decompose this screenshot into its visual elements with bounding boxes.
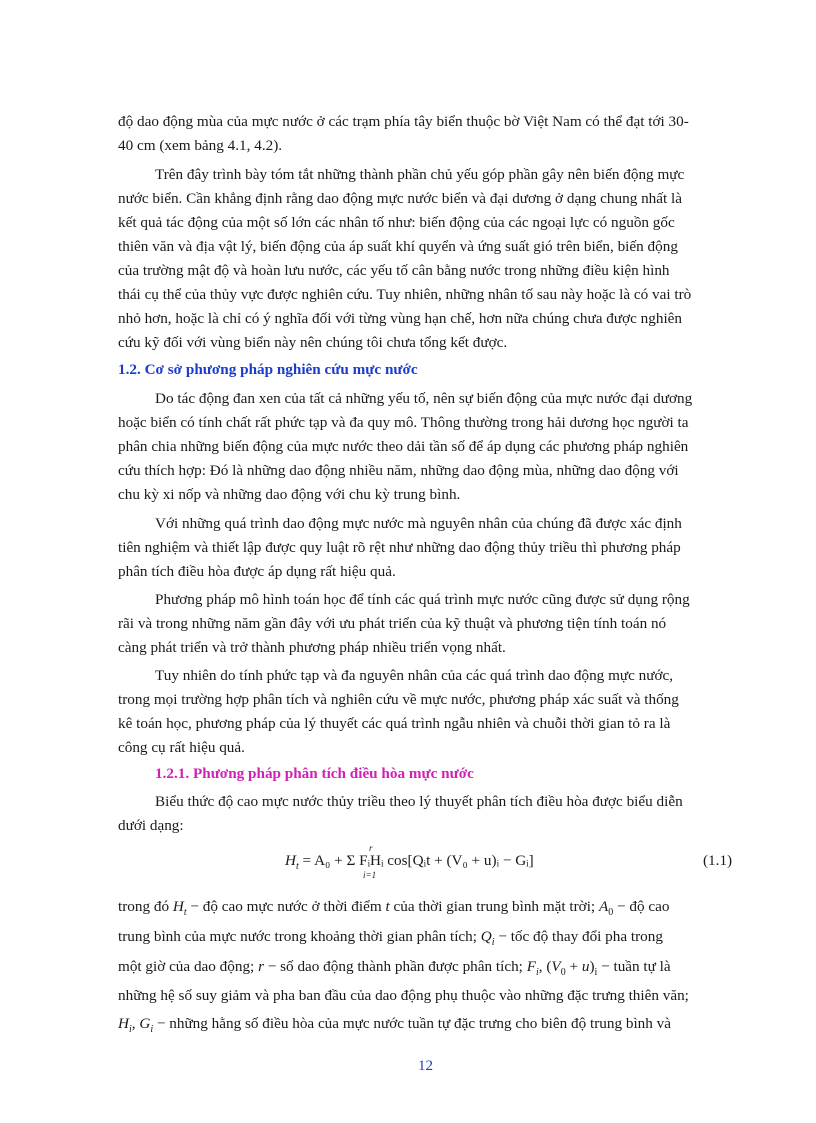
paragraph-line: của trường mật độ và hoàn lưu nước, các yếu tố cân bằng nước trong những điều kiện hình — [118, 262, 670, 279]
section-heading: 1.2. Cơ sở phương pháp nghiên cứu mực nước — [118, 361, 418, 378]
math-symbol: $G_i$ — [139, 1015, 154, 1036]
paragraph-line: rãi và trong những năm gần đây với ưu phát triển của kỹ thuật và phương tiện tính toán nó — [118, 615, 667, 632]
paragraph-line: thái cụ thể của thủy vực được nghiên cứu. Tuy nhiên, những nhân tố sau này hoặc là có vai trò — [118, 286, 692, 303]
paragraph-line: trong đó $H_t$ − độ cao mực nước ở thời điểm t của thời gian trung bình mặt trời; $A_0$ − độ cao — [118, 898, 670, 919]
paragraph-line: Phương pháp mô hình toán học để tính các quá trình mực nước cũng được sử dụng rộng — [155, 591, 690, 608]
paragraph-line: hoặc biển có tính chất rất phức tạp và đa quy mô. Thông thường trong hải dương học người ta — [118, 414, 689, 431]
text-fragment: − tuần tự là — [597, 958, 671, 975]
paragraph-line — [118, 928, 663, 952]
math-symbol: $Q_i$ — [480, 928, 495, 949]
text-fragment: − độ cao mực nước ở thời điểm — [186, 898, 386, 915]
math-symbol: t — [385, 898, 390, 915]
paragraph-line: chu kỳ xi nốp và những dao động với chu kỳ trung bình. — [118, 486, 461, 503]
equation-body: = A₀ + Σ FᵢHᵢ cos[Qᵢt + (V₀ + u)ᵢ − Gᵢ] — [302, 852, 534, 869]
equation-number: (1.1) — [703, 852, 733, 869]
text-fragment: trong đó — [118, 898, 173, 915]
paragraph-line: công cụ rất hiệu quả. — [118, 739, 245, 756]
paragraph-line: dưới dạng: — [118, 817, 184, 834]
text-fragment: − độ cao — [613, 898, 670, 915]
paragraph-line: kết quả tác động của một số lớn các nhân tố như: biến động của các ngoại lực có nguồn gốc — [118, 214, 675, 231]
paragraph-line: phân chia những biến động của mực nước theo dải tần số để áp dụng các phương pháp nghiên — [118, 438, 689, 455]
page-number: 12 — [418, 1058, 433, 1074]
paragraph-line: Biểu thức độ cao mực nước thủy triều theo lý thuyết phân tích điều hòa được biểu diễn — [155, 793, 683, 810]
text-fragment: − tốc độ thay đổi pha trong — [494, 928, 663, 945]
math-symbol: A — [598, 898, 609, 915]
text-fragment: một giờ của dao động; — [118, 958, 259, 975]
text-fragment: − số dao động thành phần được phân tích; — [263, 958, 527, 975]
paragraph-line: tiên nghiệm và thiết lập được quy luật rõ rệt như những dao động thủy triều thì phương pháp — [118, 539, 681, 556]
math-symbol: $F_i$ — [526, 958, 539, 979]
subsection-heading: 1.2.1. Phương pháp phân tích điều hòa mực nước — [155, 765, 474, 782]
paragraph-line: Trên đây trình bày tóm tắt những thành phần chủ yếu góp phần gây nên biến động mực — [155, 166, 685, 183]
math-symbol: r — [258, 958, 264, 975]
paragraph-line: cứu kỹ đối với vùng biển này nên chúng tôi chưa tổng kết được. — [118, 334, 508, 351]
paragraph-line: $H_i$, $G_i$ − những hằng số điều hòa của mực nước tuần tự đặc trưng cho biên độ trung bình và — [118, 1015, 671, 1036]
paragraph-line: thiên văn và địa vật lý, biến động của áp suất khí quyển và ứng suất gió trên biển, biến động — [118, 238, 678, 255]
sum-upper-limit: r — [369, 843, 373, 853]
text-fragment: trung bình của mực nước trong khoảng thời gian phân tích; — [118, 928, 481, 945]
paragraph-line: 40 cm (xem bảng 4.1, 4.2). — [118, 137, 283, 154]
equation-lhs-subscript: t — [295, 861, 299, 873]
paragraph-line: cứu thích hợp: Đó là những dao động nhiều năm, những dao động mùa, những dao động với — [118, 462, 679, 479]
paragraph-line: nhỏ hơn, hoặc là chỉ có ý nghĩa đối với từng vùng hạn chế, hơn nữa chúng chưa được nghiên — [118, 310, 682, 327]
text-fragment: − những hằng số điều hòa của mực nước tuần tự đặc trưng cho biên độ trung bình và — [153, 1015, 671, 1032]
paragraph-line: một giờ của dao động; r − số dao động thành phần được phân tích; $F_i$, $(V_0 + u)_i$ − tuần tự là — [118, 958, 671, 979]
paragraph-line: Tuy nhiên do tính phức tạp và đa nguyên nhân của các quá trình dao động mực nước, — [155, 667, 674, 684]
paragraph-line: trong mọi trường hợp phân tích và nghiên cứu về mực nước, phương pháp xác suất và thống — [118, 691, 679, 708]
paragraph-line: Do tác động đan xen của tất cả những yếu tố, nên sự biến động của mực nước đại dương — [155, 390, 693, 407]
paragraph-line: những hệ số suy giảm và pha ban đầu của dao động phụ thuộc vào những đặc trưng thiên văn; — [118, 987, 689, 1004]
equation — [285, 843, 534, 880]
paragraph-line: nước biển. Cần khẳng định rằng dao động mực nước biển và đại dương ở dạng chung nhất là — [118, 190, 682, 207]
paragraph-line: kê toán học, phương pháp của lý thuyết các quá trình ngẫu nhiên và chuỗi thời gian tỏ ra là — [118, 715, 671, 732]
math-symbol: $H_i$ — [118, 1015, 132, 1036]
paragraph-line: càng phát triển và trở thành phương pháp nhiều triển vọng nhất. — [118, 639, 506, 656]
equation-lhs: H — [285, 852, 296, 869]
paragraph-line: độ dao động mùa của mực nước ở các trạm phía tây biển thuộc bờ Việt Nam có thể đạt tới 30- — [118, 113, 689, 130]
math-symbol: $H_t$ — [172, 898, 187, 919]
paragraph-line: phân tích điều hòa được áp dụng rất hiệu quả. — [118, 563, 396, 580]
sum-lower-limit: i=1 — [363, 870, 377, 880]
text-fragment: của thời gian trung bình mặt trời; — [389, 898, 599, 915]
paragraph-line: Với những quá trình dao động mực nước mà nguyên nhân của chúng đã được xác định — [155, 515, 682, 532]
